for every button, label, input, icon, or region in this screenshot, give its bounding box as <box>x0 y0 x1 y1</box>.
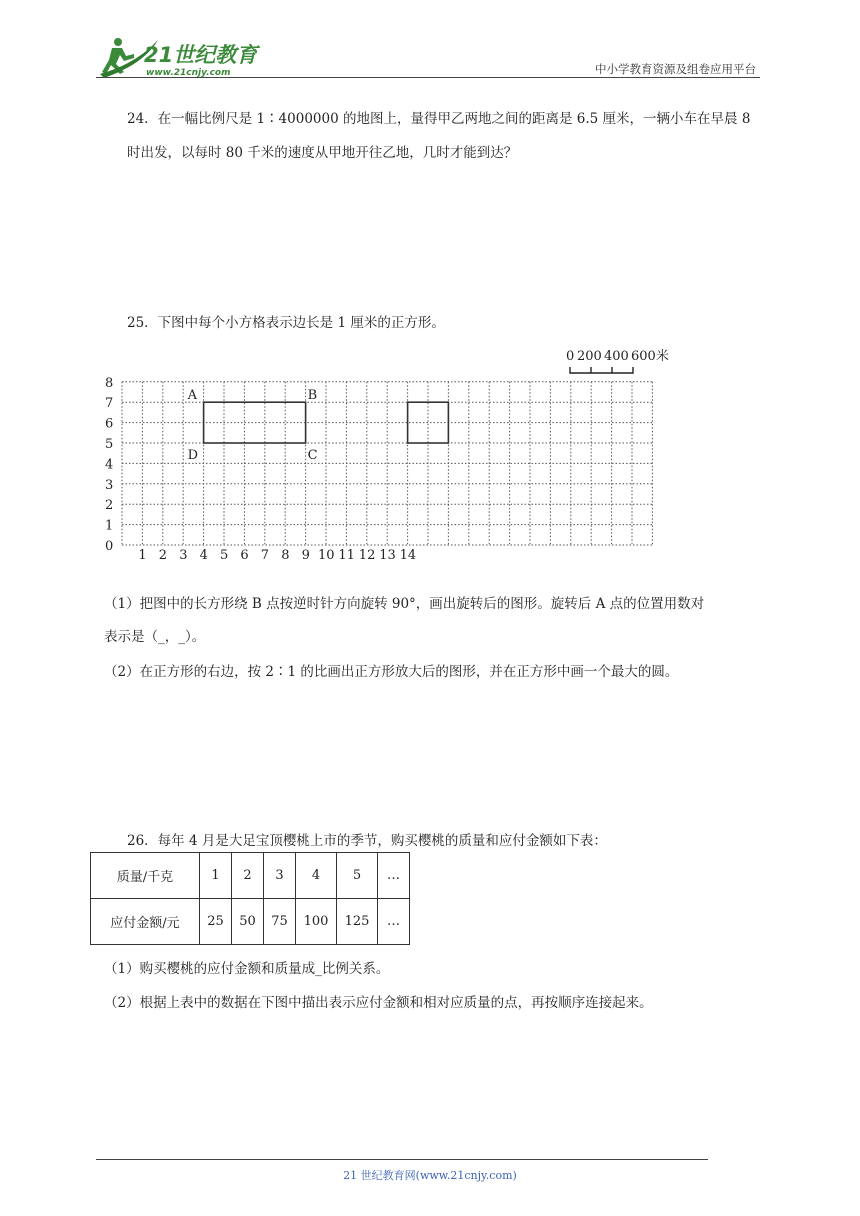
table-cell: 5 <box>337 853 378 899</box>
grid-y-tick-label: 1 <box>105 518 114 534</box>
point-label-d: D <box>187 448 199 463</box>
grid-x-tick-label: 8 <box>281 548 290 560</box>
point-label-a: A <box>187 388 197 404</box>
q24-line-1: 24．在一幅比例尺是 1∶4000000 的地图上，量得甲乙两地之间的距离是 6.5 厘米，一辆小车在早晨 8 <box>127 111 751 127</box>
scale-label-0: 0 <box>566 349 575 364</box>
grid-x-tick-label: 2 <box>158 548 168 560</box>
site-logo <box>96 34 266 80</box>
table-cell: 25 <box>200 899 232 945</box>
grid-x-tick-label: 7 <box>260 548 270 560</box>
logo-url-text: www.21cnjy.com <box>146 68 231 78</box>
q24-line-2: 时出发，以每时 80 千米的速度从甲地开往乙地，几时才能到达？ <box>127 145 518 161</box>
table-cell: 3 <box>264 853 296 899</box>
grid-x-tick-label: 9 <box>301 548 310 560</box>
grid-y-tick-label: 4 <box>105 457 114 473</box>
grid-y-tick-label: 8 <box>105 375 114 391</box>
q25-intro: 25．下图中每个小方格表示边长是 1 厘米的正方形。 <box>127 315 445 331</box>
q25-sub1-line-1: （1）把图中的长方形绕 B 点按逆时针方向旋转 90°，画出旋转后的图形。旋转后 A 点的位置用数对 <box>104 596 705 612</box>
grid-x-tick-label: 12 <box>358 548 376 560</box>
q26-sub2: （2）根据上表中的数据在下图中描出表示应付金额和相对应质量的点，再按顺序连接起来。 <box>104 995 653 1011</box>
scale-label-600: 600米 <box>631 349 669 364</box>
logo-main-text: 21世纪教育 <box>144 43 258 67</box>
table-cell: 125 <box>337 899 378 945</box>
grid-x-tick-label: 3 <box>179 548 188 560</box>
q25-sub1-line-2: 表示是（_，_）。 <box>104 629 206 645</box>
table-row <box>91 899 410 945</box>
grid-lines <box>122 382 652 545</box>
table-cell: 4 <box>296 853 337 899</box>
cherry-price-table <box>90 852 410 945</box>
scale-label-200: 200 <box>577 349 602 364</box>
scale-label-400: 400 <box>604 349 629 364</box>
grid-y-tick-label: 3 <box>105 477 114 493</box>
footer-divider <box>96 1159 708 1160</box>
grid-y-labels <box>105 376 113 554</box>
table-cell: … <box>378 899 410 945</box>
grid-y-tick-label: 6 <box>105 416 114 432</box>
coordinate-grid <box>100 370 666 560</box>
table-header-mass: 质量/千克 <box>91 853 200 899</box>
grid-x-tick-label: 14 <box>399 548 417 560</box>
table-row <box>91 853 410 899</box>
table-cell: 1 <box>200 853 232 899</box>
header-divider <box>96 77 760 78</box>
grid-x-tick-label: 6 <box>240 548 249 560</box>
point-label-b: B <box>307 388 318 404</box>
grid-y-tick-label: 2 <box>105 498 114 514</box>
table-cell: 2 <box>232 853 264 899</box>
footer-text: 21 世纪教育网(www.21cnjy.com) <box>343 1169 517 1182</box>
q26-sub1: （1）购买樱桃的应付金额和质量成_比例关系。 <box>104 961 390 977</box>
point-label-c: C <box>307 448 318 463</box>
grid-y-tick-label: 7 <box>105 396 114 412</box>
grid-x-labels <box>138 548 416 560</box>
grid-x-tick-label: 1 <box>138 548 147 560</box>
q26-intro: 26．每年 4 月是大足宝顶樱桃上市的季节，购买樱桃的质量和应付金额如下表： <box>127 833 607 849</box>
grid-x-tick-label: 11 <box>338 548 355 560</box>
table-cell: 75 <box>264 899 296 945</box>
grid-x-tick-label: 10 <box>318 548 335 560</box>
table-header-amount: 应付金额/元 <box>91 899 200 945</box>
grid-y-tick-label: 5 <box>105 437 114 452</box>
table-cell: 50 <box>232 899 264 945</box>
grid-x-tick-label: 5 <box>220 548 229 560</box>
grid-y-tick-label: 0 <box>105 539 114 554</box>
grid-x-tick-label: 4 <box>199 548 208 560</box>
table-cell: … <box>378 853 410 899</box>
header-platform-text: 中小学教育资源及组卷应用平台 <box>595 62 756 76</box>
grid-x-tick-label: 13 <box>379 548 396 560</box>
table-cell: 100 <box>296 899 337 945</box>
q25-sub2: （2）在正方形的右边，按 2∶1 的比画出正方形放大后的图形，并在正方形中画一个最大的圆。 <box>104 664 679 680</box>
